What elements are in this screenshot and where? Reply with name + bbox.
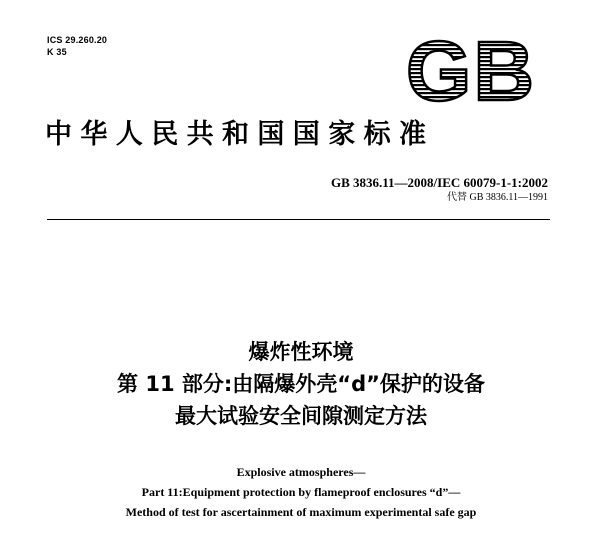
horizontal-rule xyxy=(47,219,550,220)
national-standard-title: 中华人民共和国国家标准 xyxy=(45,119,435,150)
replaces-standard: 代替 GB 3836.11—1991 xyxy=(446,192,548,203)
classification-codes xyxy=(47,34,107,58)
english-title-line-1: Explosive atmospheres— xyxy=(236,465,366,479)
standard-number-block xyxy=(331,175,548,204)
chinese-title-line-1: 爆炸性环境 xyxy=(248,340,354,364)
english-title-line-2: Part 11:Equipment protection by flameproof enclosures “d”— xyxy=(141,485,461,499)
ccs-code: K 35 xyxy=(47,47,67,57)
english-title xyxy=(0,462,602,522)
chinese-title-line-2: 第 11 部分:由隔爆外壳“d”保护的设备 xyxy=(117,372,485,396)
chinese-title xyxy=(0,336,602,432)
gb-logo xyxy=(394,36,549,106)
chinese-title-line-3: 最大试验安全间隙测定方法 xyxy=(175,404,427,428)
ics-code: ICS 29.260.20 xyxy=(47,35,108,45)
gb-logo-text: GB xyxy=(406,36,536,106)
english-title-line-3: Method of test for ascertainment of maximum experimental safe gap xyxy=(125,505,477,519)
standard-number: GB 3836.11—2008/IEC 60079-1-1:2002 xyxy=(330,175,548,190)
